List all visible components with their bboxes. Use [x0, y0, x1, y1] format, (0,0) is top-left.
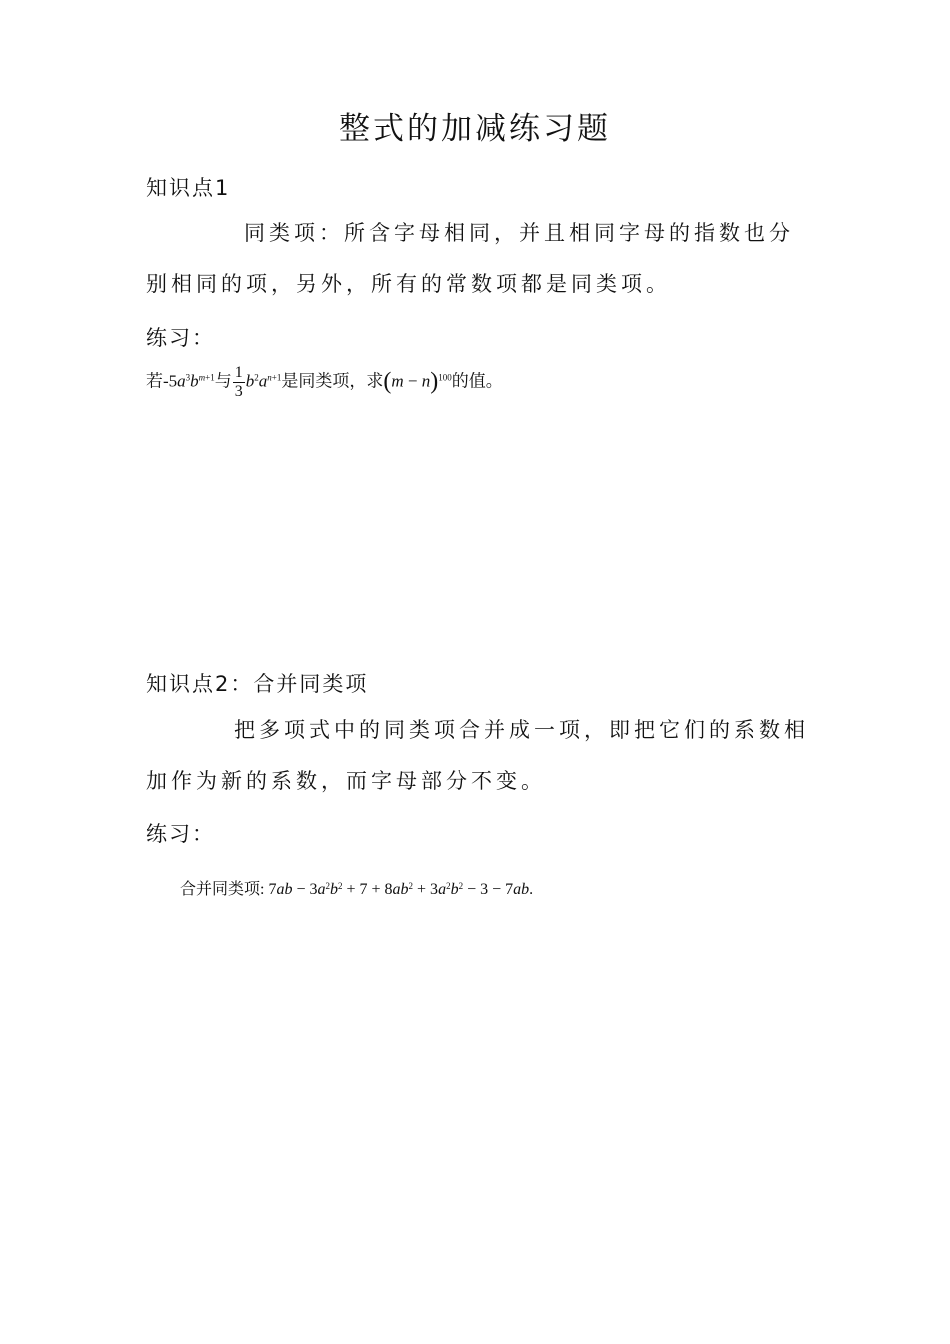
problem1-suffix: 的值。 — [451, 371, 503, 391]
section1-definition-text: 同类项：所含字母相同，并且相同字母的指数也分别相同的项，另外，所有的常数项都是同类项。 — [146, 221, 794, 296]
problem1-coef: -5 — [163, 371, 178, 391]
problem1-exponent: 100 — [438, 372, 452, 383]
section1-exercise-label: 练习： — [146, 326, 215, 350]
fraction-numerator: 1 — [234, 364, 243, 381]
section2-heading: 知识点2：合并同类项 — [146, 672, 369, 696]
problem2-prefix: 合并同类项: — [180, 881, 265, 898]
section1-definition — [146, 208, 811, 310]
section1-heading: 知识点1 — [146, 176, 231, 200]
section2-problem: 合并同类项: $7ab - 3a^2b^2 + 7 + 8ab^2 + 3a^2b^2 - 3 - 7ab$. — [180, 881, 534, 898]
problem1-and: 与 — [214, 371, 232, 391]
section1-problem: 若$-5a^3b^{m+1}$与 $\frac{1}{3}$ $b^2a^{n+1}$是同类项，求$(m - n)^{100}$的值。 — [146, 364, 503, 400]
problem1-prefix: 若 — [146, 371, 163, 391]
section2-exercise-label: 练习： — [146, 822, 215, 846]
page-title: 整式的加减练习题 — [339, 111, 611, 147]
fraction — [233, 364, 245, 401]
problem1-mid: 是同类项，求 — [281, 371, 384, 391]
section2-definition — [146, 705, 811, 807]
fraction-denominator: 3 — [234, 383, 243, 400]
section2-definition-text: 把多项式中的同类项合并成一项，即把它们的系数相加作为新的系数，而字母部分不变。 — [146, 718, 809, 793]
